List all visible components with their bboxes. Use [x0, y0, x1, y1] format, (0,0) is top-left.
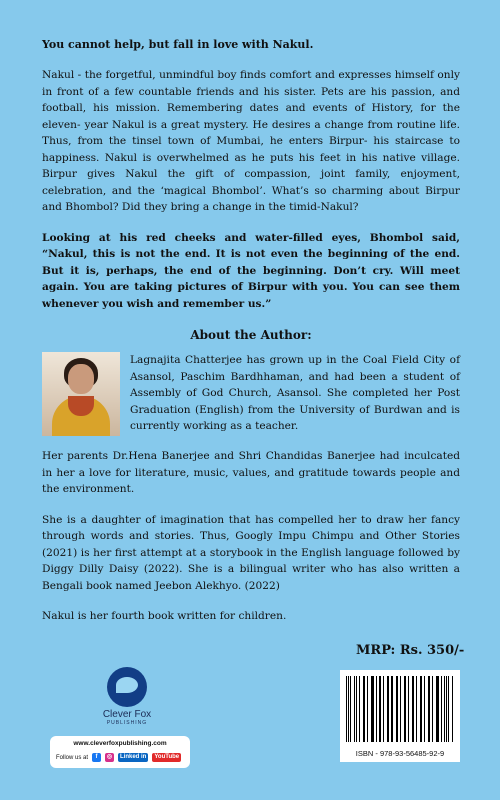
- tagline: You cannot help, but fall in love with Nakul.: [42, 38, 314, 51]
- synopsis: Nakul - the forgetful, unmindful boy finds comfort and expresses himself only in front of a few countable friends and his sister. Pets are his passion, and football, his mission. Remembering dates and events of History, for the eleven- year Nakul is a great mystery. He desires a change from routine life. Thus, from the tinsel town of Mumbai, he enters Birpur- his staircase to happiness. Nakul is overwhelmed as he puts his feet in his native village. Birpur gives Nakul the gift of compassion, joint family, enjoyment, celebration, and the ‘magical Bhombol’. What’s so charming about Birpur and Bhombol? Did they bring a change in the timid-Nakul?: [42, 69, 460, 213]
- author-parents: Her parents Dr.Hena Banerjee and Shri Chandidas Banerjee had inculcated in her a love for literature, music, values, and gratitude towards people and the environment.: [42, 450, 460, 495]
- instagram-icon[interactable]: ◎: [106, 754, 113, 760]
- fourth-book-note: Nakul is her fourth book written for children.: [42, 610, 287, 622]
- price: MRP: Rs. 350/-: [356, 643, 465, 658]
- linkedin-icon[interactable]: Linked in: [120, 754, 147, 760]
- author-row: [42, 352, 460, 436]
- follow-label: Follow us at: [56, 754, 89, 761]
- author-photo: [42, 352, 120, 436]
- publisher-name: Clever Fox: [102, 709, 152, 720]
- author-intro: Lagnajita Chatterjee has grown up in the Coal Field City of Asansol, Paschim Bardhhaman, and had been a student of Assembly of God Church, Asansol. She completed her Post Graduation (English) from the University of Burdwan and is currently working as a teacher.: [130, 354, 460, 432]
- publisher-sub: PUBLISHING: [106, 720, 148, 726]
- facebook-icon[interactable]: f: [92, 753, 101, 762]
- cover-footer: [0, 640, 500, 800]
- author-works: She is a daughter of imagination that has compelled her to draw her fancy through words and stories. Thus, Googly Impu Chimpu and Other Stories (2021) is her first attempt at a storybook in the English language followed by Diggy Dilly Daisy (2022). She is a bilingual writer who has also written a Bengali book named Jeebon Alekhyo. (2022): [42, 513, 460, 592]
- youtube-icon[interactable]: YouTube: [154, 754, 180, 760]
- isbn: ISBN - 978-93-56485-92-9: [355, 749, 445, 758]
- fox-logo-icon: [107, 667, 147, 707]
- about-author-heading: About the Author:: [190, 328, 312, 342]
- barcode: [340, 670, 460, 762]
- barcode-bars: [346, 676, 454, 742]
- back-cover-text: [42, 38, 460, 639]
- social-box: [50, 736, 190, 768]
- publisher-logo: [92, 667, 162, 726]
- website-link[interactable]: www.cleverfoxpublishing.com: [73, 740, 167, 747]
- quote: Looking at his red cheeks and water-filled eyes, Bhombol said, “Nakul, this is not the end. It is not even the beginning of the end. But it is, perhaps, the end of the beginning. Don’t cry. Will meet again. You are taking pictures of Birpur with you. You can see them whenever you wish and remember us.”: [42, 231, 460, 310]
